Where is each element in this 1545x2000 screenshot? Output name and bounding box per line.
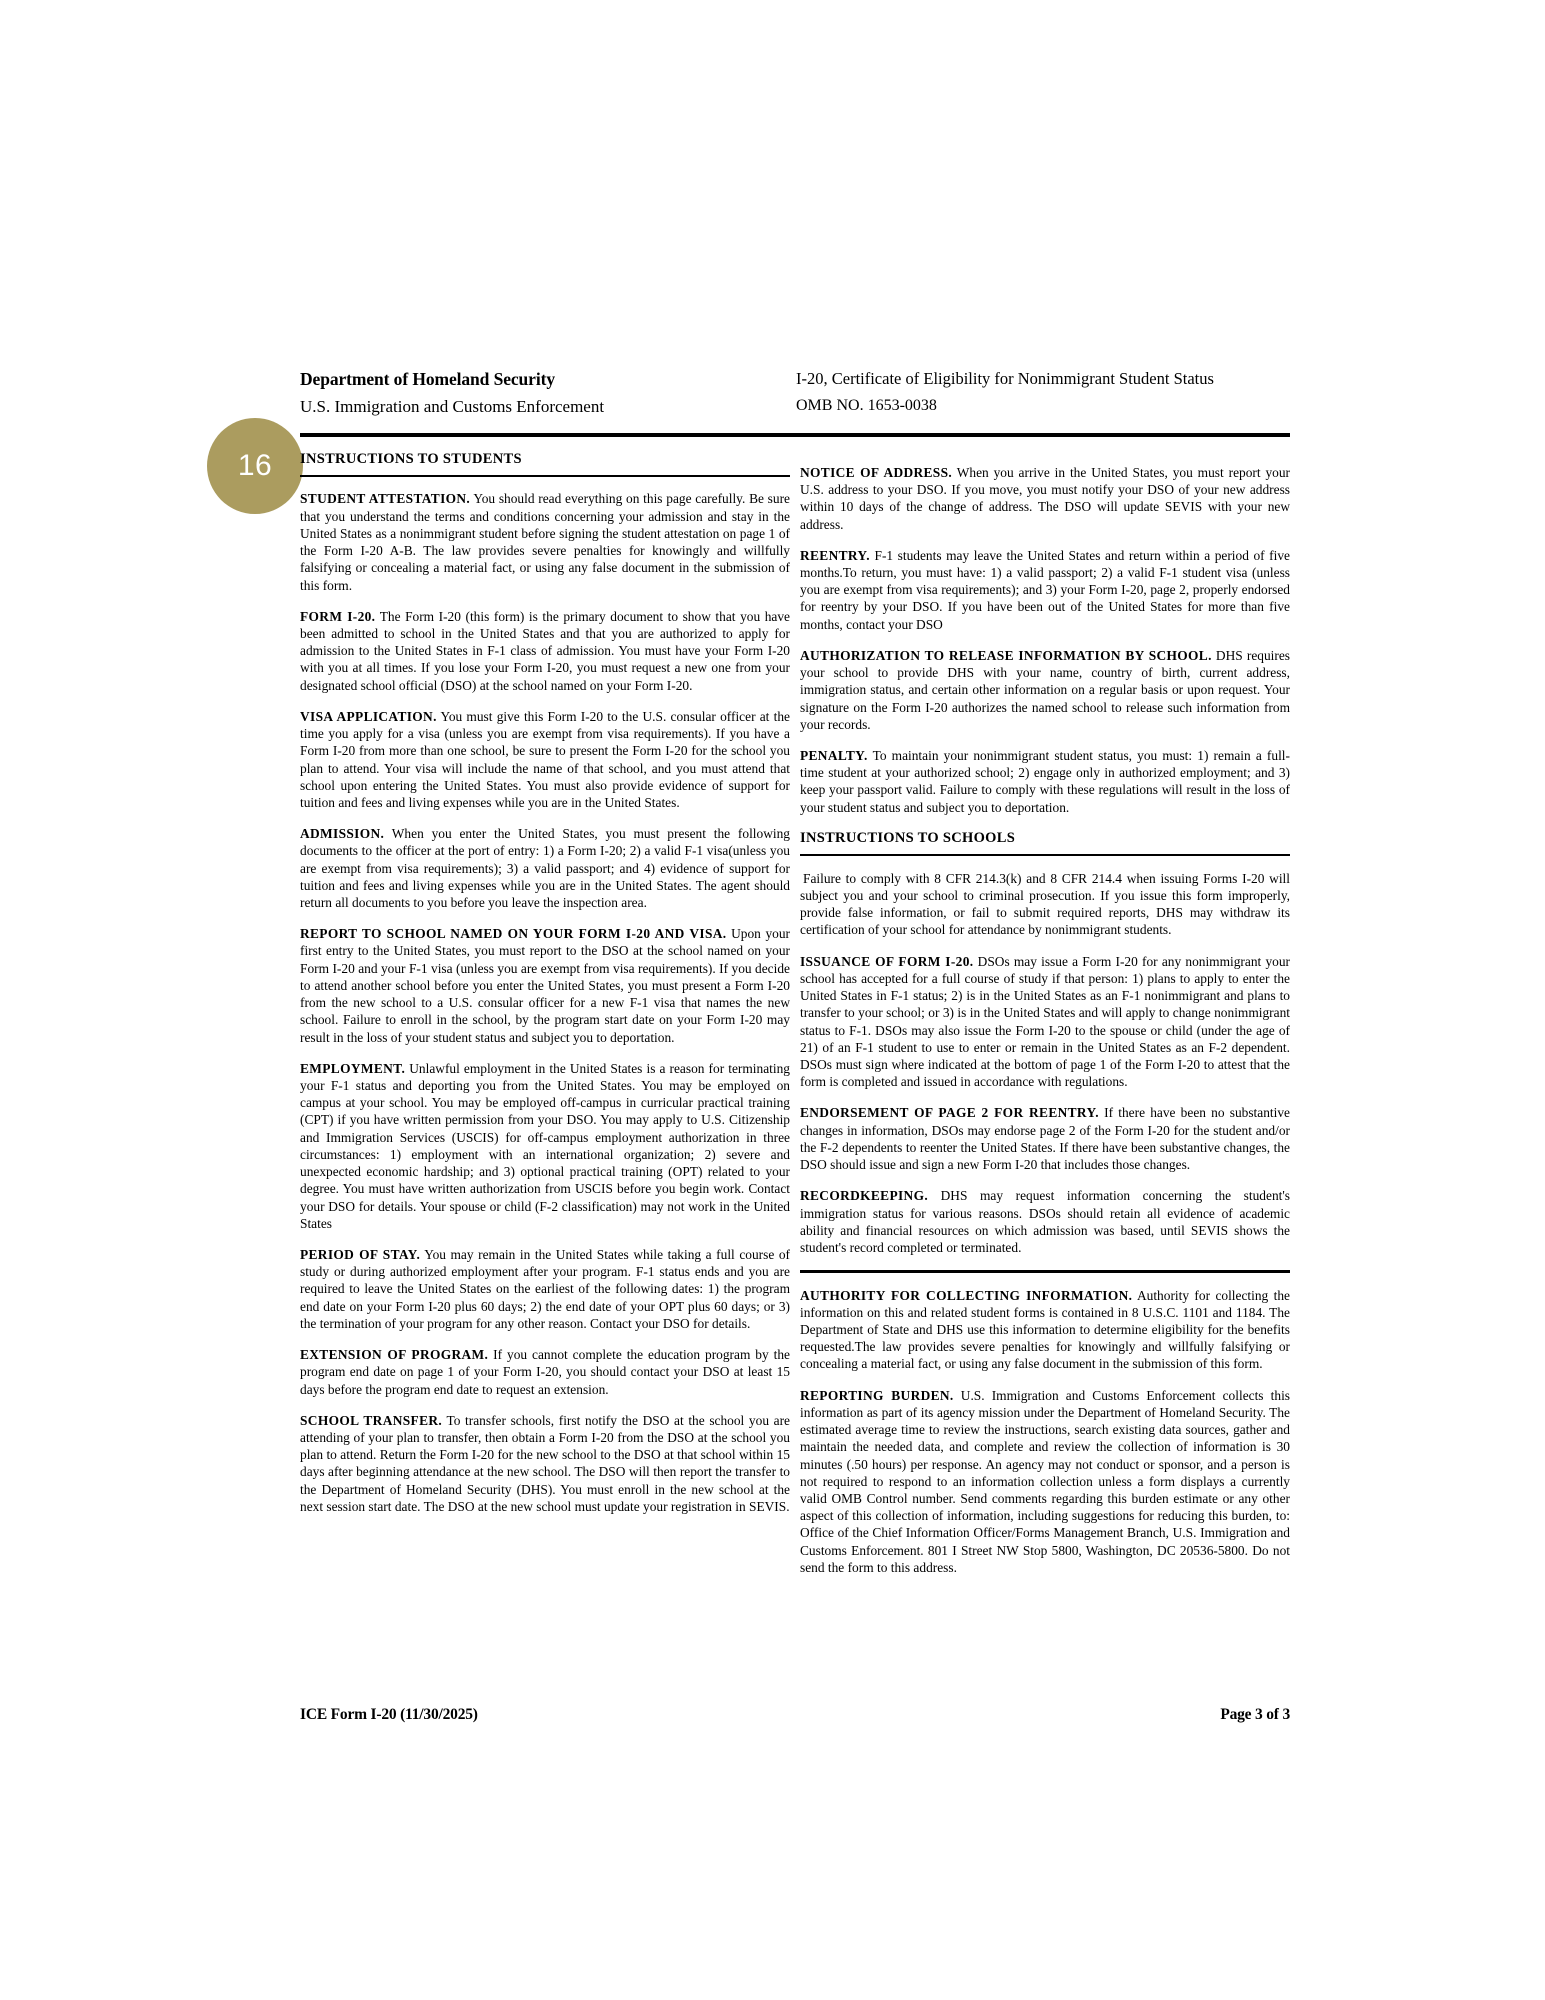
paragraph-school-transfer bbox=[300, 1412, 790, 1515]
paragraph-lead: VISA APPLICATION. bbox=[300, 708, 437, 724]
paragraph-form-i20 bbox=[300, 608, 790, 694]
masthead-divider bbox=[300, 433, 1290, 437]
paragraph-authorization-to-release-information bbox=[800, 647, 1290, 733]
students-heading-divider bbox=[300, 475, 790, 478]
paragraph-text: DHS requires your school to provide DHS with your name, country of birth, current address, immigration status, and certain other information on a regular basis or upon request. Your signature on the Form I-20 authorizes the named school to release such information from your records. bbox=[800, 647, 1290, 732]
form-title: I-20, Certificate of Eligibility for Nonimmigrant Student Status bbox=[796, 369, 1214, 388]
paragraph-lead: REPORTING BURDEN. bbox=[800, 1387, 954, 1403]
paragraph-authority-for-collecting-information bbox=[800, 1287, 1290, 1373]
column-right bbox=[800, 451, 1290, 1576]
paragraph-visa-application bbox=[300, 708, 790, 811]
paragraph-text: To maintain your nonimmigrant student status, you must: 1) remain a full-time student at your authorized school; 2) engage only in authorized employment; and 3) keep your passport valid. Failure to comply with these regulations will result in the loss of your student status and subject you to deportation. bbox=[800, 748, 1290, 815]
column-left bbox=[300, 451, 790, 1515]
instructions-columns bbox=[300, 451, 1290, 1576]
paragraph-employment bbox=[300, 1060, 790, 1232]
paragraph-reporting-burden bbox=[800, 1387, 1290, 1576]
paragraph-lead: NOTICE OF ADDRESS. bbox=[800, 464, 953, 480]
paragraph-penalty bbox=[800, 747, 1290, 816]
paragraph-text: U.S. Immigration and Customs Enforcement collects this information as part of its agency mission under the Department of Homeland Security. The estimated average time to review the instructions, search existing data sources, gather and maintain the needed data, and complete and review the collection of information is 30 minutes (.50 hours) per response. An agency may not conduct or sponsor, and a person is not required to respond to an information collection unless a form displays a currently valid OMB Control number. Send comments regarding this burden estimate or any other aspect of this collection of information, including suggestions for reducing this burden, to: Office of the Chief Information Officer/Forms Management Branch, U.S. Immigration and Customs Enforcement. 801 I Street NW Stop 5800, Washington, DC 20536-5800. Do not send the form to this address. bbox=[800, 1387, 1290, 1575]
authority-section-divider bbox=[800, 1270, 1290, 1273]
paragraph-text: You may remain in the United States while taking a full course of study or during authorized employment after your program. F-1 status ends and you are required to leave the United States on the earliest of the following dates: 1) the program end date on your Form I-20 plus 60 days; 2) the end date of your OPT plus 60 days; or 3) the termination of your program for any other reason. Contact your DSO for details. bbox=[300, 1246, 791, 1331]
paragraph-lead: REPORT TO SCHOOL NAMED ON YOUR FORM I-20 AND VISA. bbox=[300, 926, 727, 942]
paragraph-text: When you enter the United States, you must present the following documents to the officer at the port of entry: 1) a Form I-20; 2) a valid F-1 visa(unless you are exempt from visa requirements); 3) a valid passport; and 4) evidence of support for tuition and fees and living expenses while you are in the United States. The agent should return all documents to you before you leave the inspection area. bbox=[300, 826, 790, 911]
paragraph-lead: REENTRY. bbox=[800, 547, 870, 563]
paragraph-text: Upon your first entry to the United States, you must report to the DSO at the school named on your Form I-20 and your F-1 visa (unless you are exempt from visa requirements). If you decide to attend another school before you enter the United States, you must present a Form I-20 from the new school to a U.S. consular officer for a new F-1 visa that names the new school. Failure to enroll in the school, by the program start date on your Form I-20 may result in the loss of your student status and subject you to deportation. bbox=[300, 926, 790, 1045]
paragraph-text: You must give this Form I-20 to the U.S. consular officer at the time you apply for a visa (unless you are exempt from visa requirements). If you have a Form I-20 from more than one school, be sure to present the Form I-20 for the school you plan to attend. Your visa will include the name of that school, and you must attend that school upon entering the United States. You must also provide evidence of support for tuition and fees and living expenses while you are in the United States. bbox=[300, 708, 790, 810]
footer-page-reference: Page 3 of 3 bbox=[1220, 1706, 1290, 1723]
paragraph-text: You should read everything on this page carefully. Be sure that you understand the terms and conditions concerning your admission and stay in the United States as a nonimmigrant student before signing the student attestation on page 1 of the Form I-20 A-B. The law provides severe penalties for knowingly and willfully falsifying or concealing a material fact, or using any false document in the submission of this form. bbox=[300, 491, 790, 593]
paragraph-recordkeeping bbox=[800, 1187, 1290, 1256]
document-body bbox=[300, 368, 1290, 1576]
paragraph-lead: ENDORSEMENT OF PAGE 2 FOR REENTRY. bbox=[800, 1105, 1099, 1121]
masthead-right bbox=[796, 368, 1290, 417]
paragraph-lead: AUTHORITY FOR COLLECTING INFORMATION. bbox=[800, 1287, 1133, 1303]
paragraph-admission bbox=[300, 825, 790, 911]
paragraph-reentry bbox=[800, 547, 1290, 633]
paragraph-text: The Form I-20 (this form) is the primary document to show that you have been admitted to school in the United States and that you are authorized to apply for admission to the United States in F-1 class of admission. You must have your Form I-20 with you at all times. If you lose your Form I-20, you must request a new one from your designated school official (DSO) at the school named on your Form I-20. bbox=[300, 608, 790, 693]
paragraph-lead: PERIOD OF STAY. bbox=[300, 1246, 421, 1262]
paragraph-period-of-stay bbox=[300, 1246, 790, 1332]
paragraph-text: When you arrive in the United States, you must report your U.S. address to your DSO. If you move, you must notify your DSO of your new address within 10 days of the change of address. The DSO will update SEVIS with your new address. bbox=[800, 464, 1291, 532]
document-footer bbox=[300, 1706, 1290, 1724]
paragraph-lead: EXTENSION OF PROGRAM. bbox=[300, 1347, 489, 1363]
schools-heading-divider bbox=[800, 854, 1290, 857]
agency-subtitle: U.S. Immigration and Customs Enforcement bbox=[300, 396, 605, 416]
paragraph-notice-of-address bbox=[800, 464, 1290, 533]
paragraph-lead: RECORDKEEPING. bbox=[800, 1188, 929, 1204]
paragraph-text: Failure to comply with 8 CFR 214.3(k) and 8 CFR 214.4 when issuing Forms I-20 will subject you and your school to criminal prosecution. If you issue this form improperly, provide false information, or fail to submit required reports, DHS may withdraw its certification of your school for attendance by nonimmigrant students. bbox=[800, 870, 1290, 938]
paragraph-lead: PENALTY. bbox=[800, 748, 868, 764]
paragraph-extension-of-program bbox=[300, 1346, 790, 1398]
paragraph-lead: STUDENT ATTESTATION. bbox=[300, 491, 471, 507]
footer-form-reference: ICE Form I-20 (11/30/2025) bbox=[300, 1706, 478, 1723]
paragraph-lead: FORM I-20. bbox=[300, 608, 376, 624]
paragraph-lead: ADMISSION. bbox=[300, 826, 385, 842]
paragraph-text: Unlawful employment in the United States is a reason for terminating your F-1 status and deporting you from the United States. You may be employed on campus at your school. You may be employed off-campus in curricular practical training (CPT) if you have written permission from your DSO. You may apply to U.S. Citizenship and Immigration Services (USCIS) for off-campus employment authorization in three circumstances: 1) employment with an international organization; 2) severe and unexpected economic hardship; and 3) optional practical training (OPT) related to your degree. You must have written authorization from USCIS before you begin work. Contact your DSO for details. Your spouse or child (F-2 classification) may not work in the United States bbox=[300, 1060, 790, 1231]
document-masthead bbox=[300, 368, 1290, 419]
page-number-badge bbox=[207, 418, 303, 514]
paragraph-text: F-1 students may leave the United States and return within a period of five months.To return, you must have: 1) a valid passport; 2) a valid F-1 student visa (unless you are exempt from visa requirements); and 3) your Form I-20, page 2, properly endorsed for reentry by your DSO. If you have been out of the United States for more than five months, contact your DSO bbox=[800, 547, 1290, 632]
paragraph-issuance-of-form-i20 bbox=[800, 953, 1290, 1091]
instructions-to-students-heading: INSTRUCTIONS TO STUDENTS bbox=[300, 450, 522, 467]
masthead-left bbox=[300, 368, 796, 419]
paragraph-lead: ISSUANCE OF FORM I-20. bbox=[800, 953, 974, 969]
paragraph-text: DHS may request information concerning the student's immigration status for various reasons. DSOs should retain all evidence of academic ability and financial resources on which admission was based, until SEVIS shows the student's record completed or terminated. bbox=[800, 1188, 1290, 1255]
page-number-badge-label: 16 bbox=[237, 449, 273, 482]
paragraph-lead: AUTHORIZATION TO RELEASE INFORMATION BY SCHOOL. bbox=[800, 647, 1212, 663]
paragraph-text: DSOs may issue a Form I-20 for any nonimmigrant your school has accepted for a full course of study if that person: 1) plans to apply to enter the United States in F-1 status; 2) is in the United States as an F-1 nonimmigrant and plans to transfer to your school; or 3) is in the United States and will apply to change nonimmigrant status to F-1. DSOs may also issue the Form I-20 to the spouse or child (under the age of 21) of an F-1 student to use to enter or remain in the United States as an F-2 dependent. DSOs must sign where indicated at the bottom of page 1 of the Form I-20 to attest that the form is completed and issued in accordance with regulations. bbox=[800, 953, 1290, 1090]
instructions-to-schools-heading: INSTRUCTIONS TO SCHOOLS bbox=[800, 829, 1016, 846]
paragraph-student-attestation bbox=[300, 490, 790, 593]
paragraph-text: To transfer schools, first notify the DSO at the school you are attending of your plan to transfer, then obtain a Form I-20 from the DSO at the school you plan to attend. Return the Form I-20 for the new school to the DSO at that school within 15 days after beginning attendance at the new school. The DSO will then report the transfer to the Department of Homeland Security (DHS). You must enroll in the new school at the next session start date. The DSO at the new school must update your registration in SEVIS. bbox=[300, 1412, 790, 1514]
omb-number: OMB NO. 1653-0038 bbox=[796, 397, 937, 415]
paragraph-endorsement-of-page-2 bbox=[800, 1104, 1290, 1173]
paragraph-report-to-school bbox=[300, 925, 790, 1046]
agency-title: Department of Homeland Security bbox=[300, 369, 555, 389]
paragraph-schools-compliance bbox=[800, 870, 1290, 939]
paragraph-lead: SCHOOL TRANSFER. bbox=[300, 1412, 443, 1428]
paragraph-text: If you cannot complete the education program by the program end date on page 1 of your Form I-20, you should contact your DSO at least 15 days before the program end date to request an extension. bbox=[300, 1347, 790, 1397]
paragraph-lead: EMPLOYMENT. bbox=[300, 1060, 406, 1076]
paragraph-text: If there have been no substantive changes in information, DSOs may endorse page 2 of the Form I-20 for the student and/or the F-2 dependents to reenter the United States. If there have been substantive changes, the DSO should issue and sign a new Form I-20 that includes those changes. bbox=[800, 1105, 1290, 1173]
paragraph-text: Authority for collecting the information on this and related student forms is contained in 8 U.S.C. 1101 and 1184. The Department of State and DHS use this information to determine eligibility for the benefits requested.The law provides severe penalties for knowingly and willfully falsifying or concealing a material fact, or using any false document in the submission of this form. bbox=[800, 1287, 1290, 1372]
